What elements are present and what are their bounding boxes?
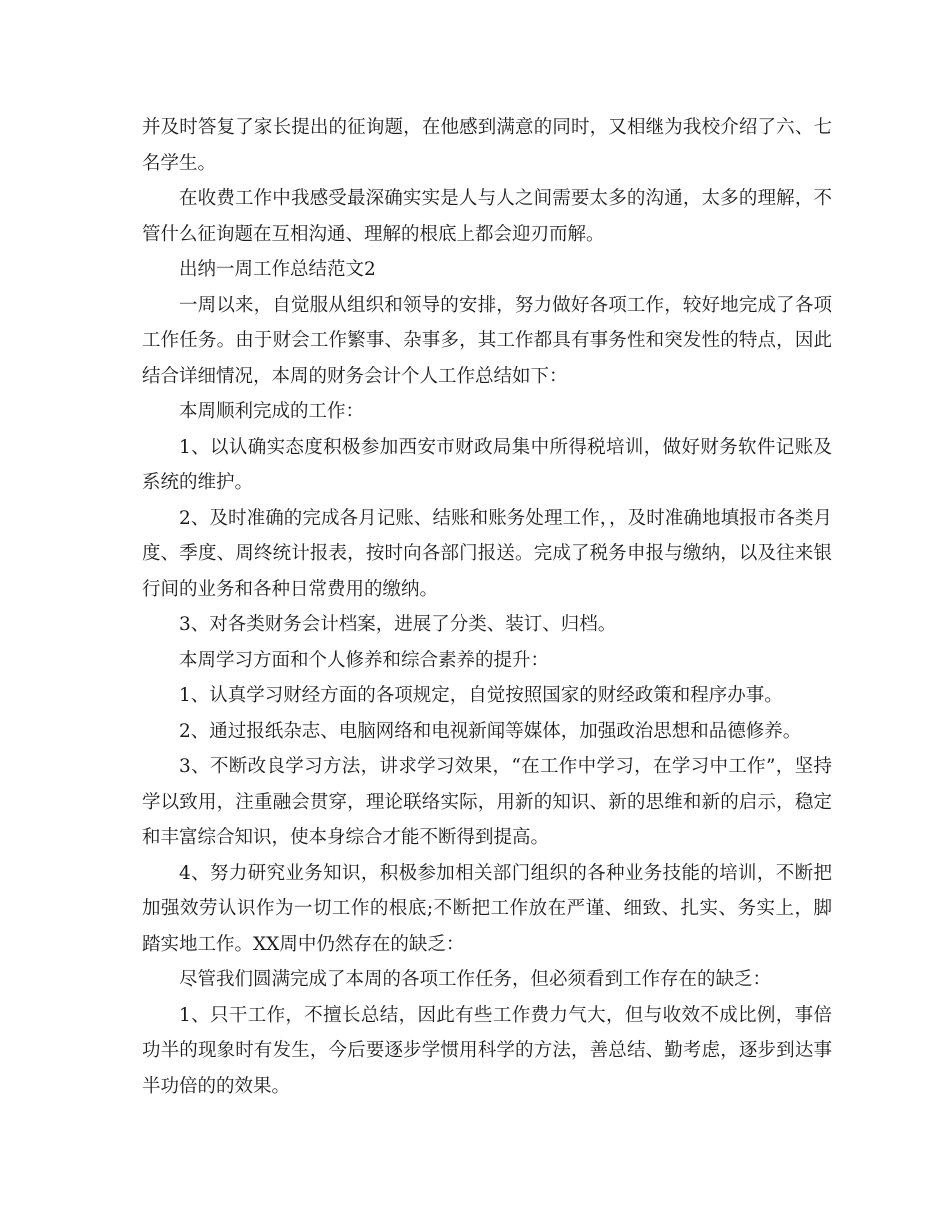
list-item-learning-4: 4、努力研究业务知识，积极参加相关部门组织的各种业务技能的培训，不断把加强效劳认识作为一切工作的根底;不断把工作放在严谨、细致、扎实、务实上，脚踏实地工作。XX周中仍然存在的缺乏： [142, 862, 832, 955]
paragraph-intro: 一周以来，自觉服从组织和领导的安排，努力做好各项工作，较好地完成了各项工作任务。由于财会工作繁事、杂事多，其工作都具有事务性和突发性的特点，因此结合详细情况，本周的财务会计个人工作总结如下： [142, 294, 832, 387]
document-body [142, 110, 832, 1104]
paragraph-shortcomings: 尽管我们圆满完成了本周的各项工作任务，但必须看到工作存在的缺乏： [179, 969, 772, 990]
paragraph-1: 并及时答复了家长提出的征询题，在他感到满意的同时，又相继为我校介绍了六、七名学生。 [142, 117, 832, 174]
list-item-completed-3: 3、对各类财务会计档案，进展了分类、装订、归档。 [179, 614, 617, 635]
list-item-learning-2: 2、通过报纸杂志、电脑网络和电视新闻等媒体，加强政治思想和品德修养。 [179, 720, 802, 742]
list-item-shortcoming-1: 1、只干工作，不擅长总结，因此有些工作费力气大，但与收效不成比例，事倍功半的现象时有发生，今后要逐步学惯用科学的方法，善总结、勤考虑，逐步到达事半功倍的的效果。 [142, 1004, 832, 1097]
list-item-completed-1: 1、以认确实态度积极参加西安市财政局集中所得税培训，做好财务软件记账及系统的维护。 [142, 436, 832, 493]
list-item-learning-1: 1、认真学习财经方面的各项规定，自觉按照国家的财经政策和程序办事。 [179, 685, 783, 706]
subheading-completed-work: 本周顺利完成的工作： [179, 401, 365, 422]
subheading-learning: 本周学习方面和个人修养和综合素养的提升： [179, 649, 550, 671]
list-item-learning-3: 3、不断改良学习方法，讲求学习效果，“在工作中学习，在学习中工作”，坚持学以致用，注重融会贯穿，理论联络实际，用新的知识、新的思维和新的启示，稳定和丰富综合知识，使本身综合才能不断得到提高。 [142, 756, 832, 848]
section-heading: 出纳一周工作总结范文2 [179, 259, 376, 280]
list-item-completed-2: 2、及时准确的完成各月记账、结账和账务处理工作，，及时准确地填报市各类月度、季度、周终统计报表，按时向各部门报送。完成了税务申报与缴纳，以及往来银行间的业务和各种日常费用的缴纳。 [142, 507, 832, 600]
paragraph-2: 在收费工作中我感受最深确实实是人与人之间需要太多的沟通，太多的理解，不管什么征询题在互相沟通、理解的根底上都会迎刃而解。 [142, 188, 832, 245]
